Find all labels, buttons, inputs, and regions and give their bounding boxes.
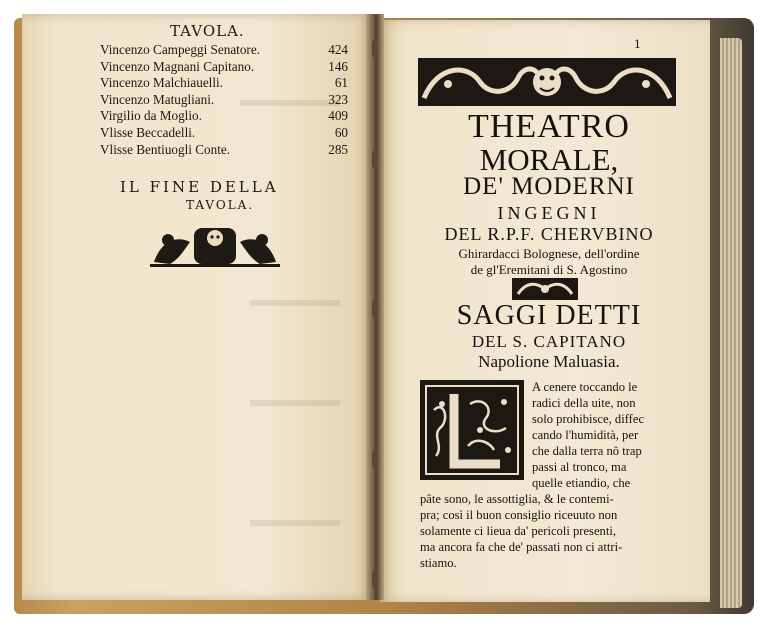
body-text-line: stiamo. [420,556,457,570]
toc-entry-name: Vlisse Bentiuogli Conte. [100,141,231,157]
binding-stitch [372,40,378,58]
toc-entry [100,108,348,125]
toc-entry [100,142,348,159]
toc-entry [100,59,348,76]
toc-entry-page: 146 [328,58,348,74]
body-text-line: quelle etiandio, che [532,476,631,490]
body-text-line: ma ancora fa che de' passati non ci attri- [420,540,623,554]
page-edges [720,38,742,608]
body-text-line: cando l'humidità, per [532,428,639,442]
decorated-initial-icon [420,380,524,480]
toc-entry [100,125,348,142]
toc-entry-page: 60 [334,124,348,140]
toc-entry-name: Virgilio da Moglio. [100,108,202,124]
body-text-line: passi al tronco, ma [532,460,627,474]
body-text-line: che dalla terra nô trap [532,444,642,458]
toc-entry [100,42,348,59]
binding-stitch [372,450,378,468]
small-ornament-icon [512,278,578,300]
title-line-4: INGEGNI [497,203,601,223]
toc-entry-page: 409 [328,108,348,124]
section-title-2: DEL S. CAPITANO [471,332,627,351]
woodcut-ornament-icon [150,224,280,268]
toc-entry-name: Vincenzo Campeggi Senatore. [100,42,260,57]
toc-entry [100,92,348,109]
body-text-line: pâte sono, le assottiglia, & le contemi- [420,492,614,506]
toc-entry-name: Vincenzo Matugliani. [100,91,215,107]
binding-stitch [372,570,378,588]
author-line-2: de gl'Eremitani di S. Agostino [470,262,628,277]
binding-stitch [372,150,378,168]
page-number: 1 [634,38,641,51]
title-line-5: DEL R.P.F. CHERVBINO [444,224,654,244]
woodcut-headpiece-icon [418,58,676,106]
toc-entry-page: 285 [328,141,348,157]
author-line-1: Ghirardacci Bolognese, dell'ordine [458,246,640,261]
toc-entry-page: 61 [334,75,348,91]
toc-entry-page: 323 [328,91,348,107]
toc-entry-name: Vlisse Beccadelli. [100,124,196,140]
toc-entry-page: 424 [328,42,348,57]
end-of-table-line2: TAVOLA. [186,198,255,212]
body-text-line: solamente ci lieua da' pericoli presenti, [420,524,616,538]
body-text-line: A cenere toccando le [532,380,638,394]
section-title-3: Napolione Maluasia. [478,352,620,371]
toc-entry-name: Vincenzo Malchiauelli. [100,75,223,91]
toc-entry-name: Vincenzo Magnani Capitano. [100,58,255,74]
title-line-1: THEATRO [468,108,630,145]
body-text-line: radici della uite, non [532,396,636,410]
end-of-table-line1: IL FINE DELLA [120,178,279,196]
title-line-3: DE' MODERNI [463,173,635,200]
body-text-line: pra; così il buon consiglio riceuuto non [420,508,618,522]
binding-stitch [372,300,378,318]
table-of-contents [100,42,348,158]
section-title-1: SAGGI DETTI [456,300,642,331]
body-text-line: solo prohibisce, diffec [532,412,645,426]
left-page-header: TAVOLA. [170,22,245,40]
title-line-2: MORALE, [479,142,619,177]
toc-entry [100,75,348,92]
